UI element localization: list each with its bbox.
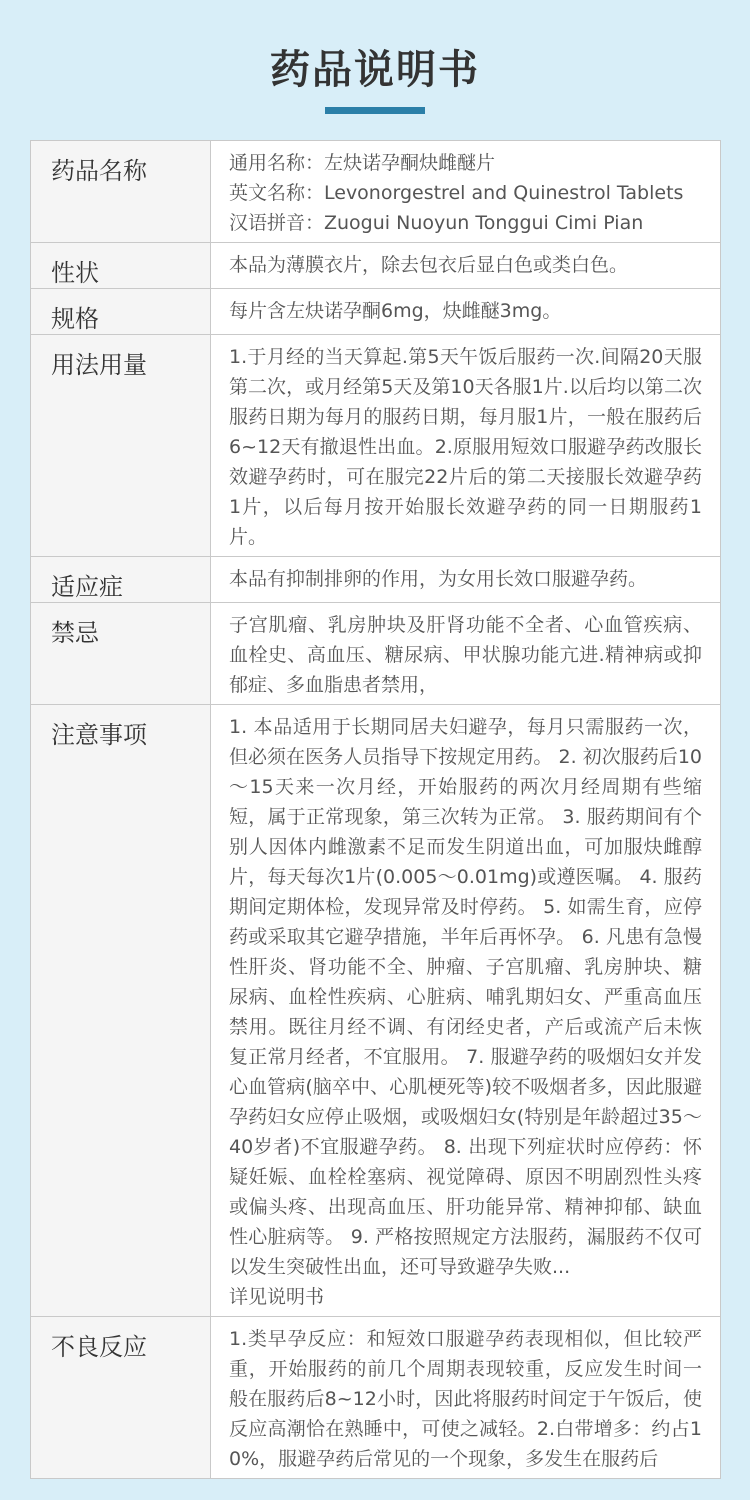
spec-table [30, 140, 721, 1479]
table-row-name [31, 141, 721, 243]
row-value [211, 1317, 721, 1479]
table-row-appearance [31, 243, 721, 289]
row-value [211, 141, 721, 243]
row-label: 规格 [31, 289, 211, 335]
value-line: 本品有抑制排卵的作用，为女用长效口服避孕药。 [229, 568, 648, 590]
see-leaflet-note: 详见说明书 [229, 1286, 325, 1308]
table-row-contraindication [31, 603, 721, 705]
value-line: 汉语拼音：Zuogui Nuoyun Tonggui Cimi Pian [229, 212, 644, 234]
table-row-dosage [31, 335, 721, 557]
value-line: 1.类早孕反应：和短效口服避孕药表现相似，但比较严重，开始服药的前几个周期表现较重，反应发生时间一般在服药后8~12小时，因此将服药时间定于午饭后，使反应高潮恰在熟睡中，可使之减轻。2.白带增多：约占10%，服避孕药后常见的一个现象，多发生在服药后 [229, 1328, 702, 1470]
row-label: 禁忌 [31, 603, 211, 705]
row-value [211, 335, 721, 557]
page-title: 药品说明书 [270, 47, 480, 93]
row-value [211, 243, 721, 289]
value-line: 1.于月经的当天算起.第5天午饭后服药一次.间隔20天服第二次，或月经第5天及第10天各服1片.以后均以第二次服药日期为每月的服药日期，每月服1片，一般在服药后6~12天有撤退性出血。2.原服用短效口服避孕药改服长效避孕药时，可在服完22片后的第二天接服长效避孕药1片，以后每月按开始服长效避孕药的同一日期服药1片。 [229, 346, 702, 548]
table-row-spec [31, 289, 721, 335]
row-value [211, 705, 721, 1317]
value-line: 英文名称：Levonorgestrel and Quinestrol Tablets [229, 182, 684, 204]
row-value [211, 289, 721, 335]
row-label: 适应症 [31, 557, 211, 603]
row-label: 性状 [31, 243, 211, 289]
table-row-precautions [31, 705, 721, 1317]
row-label: 用法用量 [31, 335, 211, 557]
title-underline [325, 107, 425, 114]
row-label: 不良反应 [31, 1317, 211, 1479]
row-label: 药品名称 [31, 141, 211, 243]
value-line: 通用名称：左炔诺孕酮炔雌醚片 [229, 152, 496, 174]
value-line: 每片含左炔诺孕酮6mg，炔雌醚3mg。 [229, 300, 562, 322]
table-row-indication [31, 557, 721, 603]
value-line: 子宫肌瘤、乳房肿块及肝肾功能不全者、心血管疾病、血栓史、高血压、糖尿病、甲状腺功能亢进.精神病或抑郁症、多血脂患者禁用， [229, 614, 702, 696]
value-line: 本品为薄膜衣片，除去包衣后显白色或类白色。 [229, 254, 629, 276]
row-value [211, 603, 721, 705]
value-line: 1. 本品适用于长期同居夫妇避孕，每月只需服药一次，但必须在医务人员指导下按规定用药。 2. 初次服药后10～15天来一次月经，开始服药的两次月经周期有些缩短，属于正常现象，第三次转为正常。 3. 服药期间有个别人因体内雌激素不足而发生阴道出血，可加服炔雌醇片，每天每次1片(0.005～0.01mg)或遵医嘱。 4. 服药期间定期体检，发现异常及时停药。 5. 如需生育，应停药或采取其它避孕措施，半年后再怀孕。 6. 凡患有急慢性肝炎、肾功能不全、肿瘤、子宫肌瘤、乳房肿块、糖尿病、血栓性疾病、心脏病、哺乳期妇女、严重高血压禁用。既往月经不调、有闭经史者，产后或流产后未恢复正常月经者，不宜服用。 7. 服避孕药的吸烟妇女并发心血管病(脑卒中、心肌梗死等)较不吸烟者多，因此服避孕药妇女应停止吸烟，或吸烟妇女(特别是年龄超过35～40岁者)不宜服避孕药。 8. 出现下列症状时应停药：怀疑妊娠、血栓栓塞病、视觉障碍、原因不明剧烈性头疼或偏头疼、出现高血压、肝功能异常、精神抑郁、缺血性心脏病等。 9. 严格按照规定方法服药，漏服药不仅可以发生突破性出血，还可导致避孕失败... [229, 716, 702, 1278]
row-label: 注意事项 [31, 705, 211, 1317]
row-value [211, 557, 721, 603]
table-row-adverse-reactions [31, 1317, 721, 1479]
